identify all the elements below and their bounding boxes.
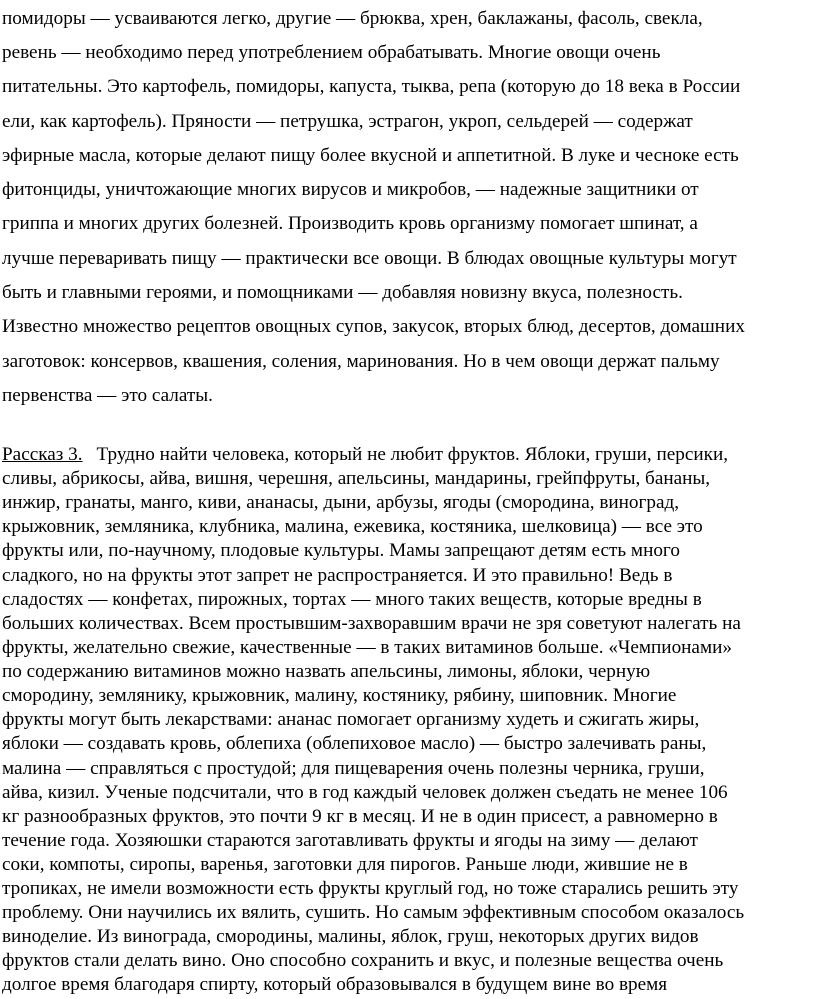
text-line: Известно множество рецептов овощных супов, закусок, вторых блюд, десертов, домашних bbox=[2, 316, 745, 337]
text-line: сливы, абрикосы, айва, вишня, черешня, апельсины, мандарины, грейпфруты, бананы, bbox=[2, 468, 711, 489]
text-line: инжир, гранаты, манго, киви, ананасы, дыни, арбузы, ягоды (смородина, виноград, bbox=[2, 492, 680, 513]
text-line: фрукты могут быть лекарствами: ананас помогает организму худеть и сжигать жиры, bbox=[2, 709, 700, 730]
text-line: первенства — это салаты. bbox=[2, 385, 213, 406]
text-line: тропиках, не имели возможности есть фрукты круглый год, но тоже старались решить эту bbox=[2, 878, 739, 899]
text-line: долгое время благодаря спирту, который образовывался в будущем вине во время bbox=[2, 974, 668, 995]
text-line: питательны. Это картофель, помидоры, капуста, тыква, репа (которую до 18 века в России bbox=[2, 76, 741, 97]
text-line: кг разнообразных фруктов, это почти 9 кг в месяц. И не в один присест, а равномерно в bbox=[2, 806, 718, 827]
text-line: гриппа и многих других болезней. Производить кровь организму помогает шпинат, а bbox=[2, 213, 698, 234]
text-line: малина — справляться с простудой; для пищеварения очень полезны черника, груши, bbox=[2, 758, 705, 779]
text-line: соки, компоты, сиропы, варенья, заготовки для пирогов. Раньше люди, жившие не в bbox=[2, 854, 688, 875]
text-line: помидоры — усваиваются легко, другие — брюква, хрен, баклажаны, фасоль, свекла, bbox=[2, 8, 703, 29]
text-line: по содержанию витаминов можно назвать апельсины, лимоны, яблоки, черную bbox=[2, 661, 651, 682]
text-line: проблему. Они научились их вялить, сушить. Но самым эффективным способом оказалось bbox=[2, 902, 745, 923]
text-line: айва, кизил. Ученые подсчитали, что в год каждый человек должен съедать не менее 106 bbox=[2, 782, 728, 803]
text-line: лучше переваривать пищу — практически все овощи. В блюдах овощные культуры могут bbox=[2, 248, 737, 269]
text-line: заготовок: консервов, квашения, соления, маринования. Но в чем овощи держат пальму bbox=[2, 351, 720, 372]
first-line-text: Трудно найти человека, который не любит фруктов. Яблоки, груши, персики, bbox=[96, 444, 729, 465]
text-line: эфирные масла, которые делают пищу более вкусной и аппетитной. В луке и чесноке есть bbox=[2, 145, 739, 166]
text-line: фрукты или, по-научному, плодовые культуры. Мамы запрещают детям есть много bbox=[2, 540, 680, 561]
story-label: Рассказ 3. bbox=[2, 444, 83, 465]
text-line: сладостях — конфетах, пирожных, тортах — много таких веществ, которые вредны в bbox=[2, 589, 702, 610]
text-line: течение года. Хозяюшки стараются заготавливать фрукты и ягоды на зиму — делают bbox=[2, 830, 698, 851]
text-line: виноделие. Из винограда, смородины, малины, яблок, груш, некоторых других видов bbox=[2, 926, 699, 947]
text-line bbox=[2, 443, 728, 467]
text-line: ели, как картофель). Пряности — петрушка, эстрагон, укроп, сельдерей — содержат bbox=[2, 111, 693, 132]
text-line: крыжовник, земляника, клубника, малина, ежевика, костяника, шелковица) — все это bbox=[2, 516, 703, 537]
text-line: сладкого, но на фрукты этот запрет не распространяется. И это правильно! Ведь в bbox=[2, 565, 673, 586]
text-line: фрукты, желательно свежие, качественные — в таких витаминов больше. «Чемпионами» bbox=[2, 637, 732, 658]
text-line: фитонциды, уничтожающие многих вирусов и микробов, — надежные защитники от bbox=[2, 179, 699, 200]
text-line: ревень — необходимо перед употреблением обрабатывать. Многие овощи очень bbox=[2, 42, 661, 63]
text-line: фруктов стали делать вино. Оно способно сохранить и вкус, и полезные вещества очень bbox=[2, 950, 724, 971]
text-line: яблоки — создавать кровь, облепиха (облепиховое масло) — быстро залечивать раны, bbox=[2, 733, 707, 754]
text-line: больших количествах. Всем простывшим-захворавшим врачи не зря советуют налегать на bbox=[2, 613, 741, 634]
text-line: быть и главными героями, и помощниками — добавляя новизну вкуса, полезность. bbox=[2, 282, 683, 303]
text-line: смородину, землянику, крыжовник, малину, костянику, рябину, шиповник. Многие bbox=[2, 685, 677, 706]
